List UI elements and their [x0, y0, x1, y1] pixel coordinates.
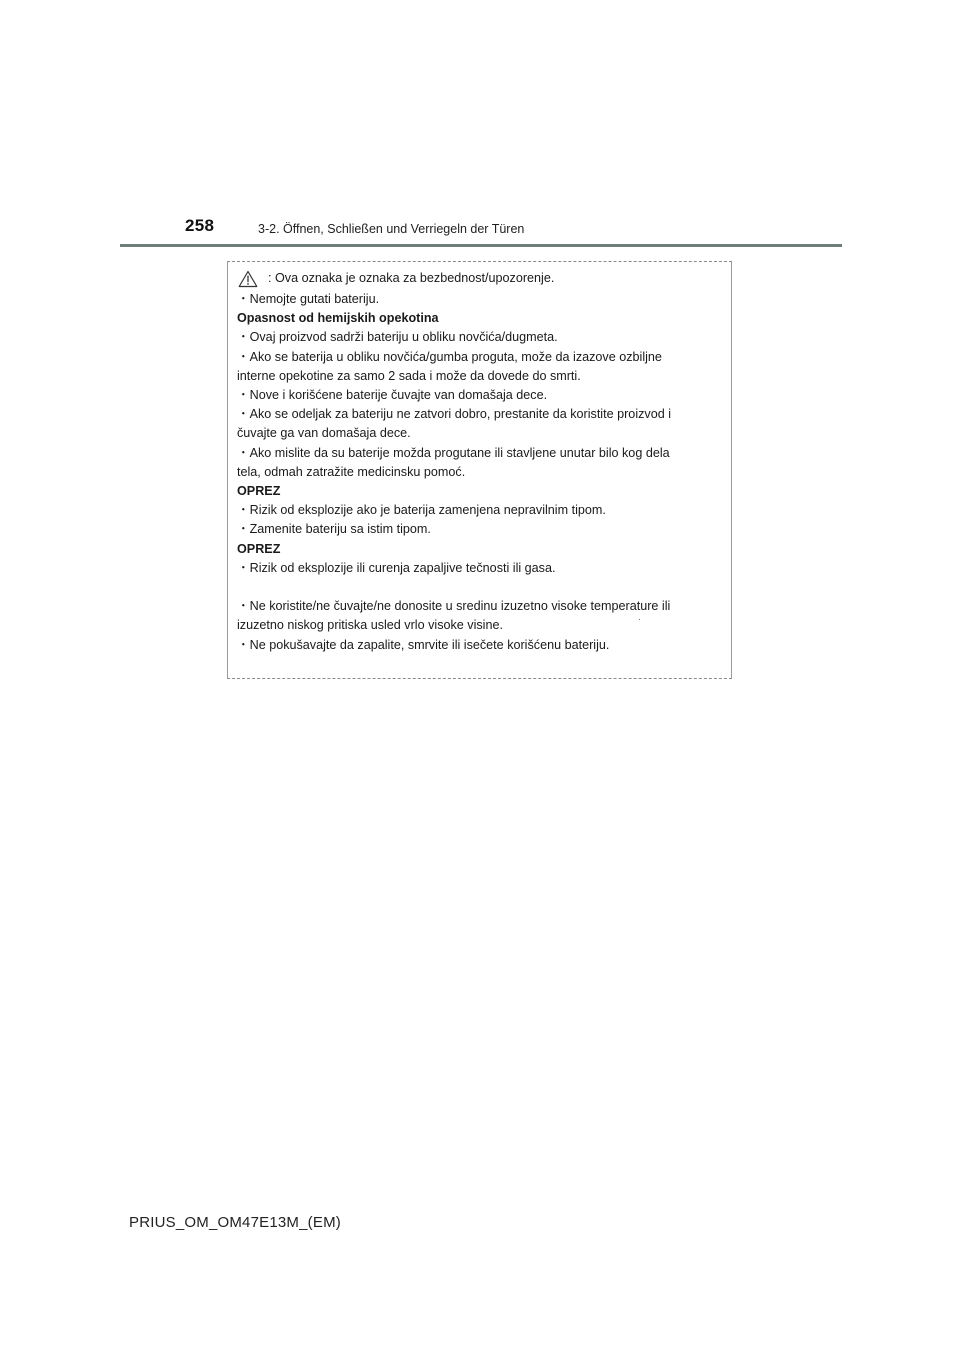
warning-box: [227, 261, 732, 679]
warning-line: ・Ako mislite da su baterije možda progutane ili stavljene unutar bilo kog dela: [237, 445, 670, 460]
warning-line: ・Ako se baterija u obliku novčića/gumba proguta, može da izazove ozbiljne: [237, 349, 662, 364]
warning-line: ・Ovaj proizvod sadrži bateriju u obliku novčića/dugmeta.: [237, 330, 558, 345]
warning-lines: [237, 290, 723, 655]
warning-intro-text: : Ova oznaka je oznaka za bezbednost/upozorenje.: [268, 271, 555, 286]
warning-line: ・Nemojte gutati bateriju.: [237, 292, 380, 306]
warning-line: čuvajte ga van domašaja dece.: [237, 426, 411, 441]
warning-line: interne opekotine za samo 2 sada i može da dovede do smrti.: [237, 368, 581, 383]
warning-heading: Opasnost od hemijskih opekotina: [237, 311, 439, 326]
warning-triangle-icon: [238, 270, 258, 288]
stray-mark: [639, 619, 640, 620]
warning-intro-row: [237, 268, 723, 290]
warning-spacer: [237, 578, 723, 597]
page-number: 258: [185, 216, 215, 235]
warning-line: ・Rizik od eksplozije ili curenja zapaljive tečnosti ili gasa.: [237, 560, 556, 575]
warning-heading: OPREZ: [237, 541, 281, 556]
warning-line: ・Nove i korišćene baterije čuvajte van domašaja dece.: [237, 388, 548, 403]
header-rule: [120, 244, 842, 247]
warning-line: ・Zamenite bateriju sa istim tipom.: [237, 522, 431, 537]
footer-document-code: PRIUS_OM_OM47E13M_(EM): [129, 1214, 341, 1231]
warning-line: ・Ne koristite/ne čuvajte/ne donosite u sredinu izuzetno visoke temperature ili: [237, 599, 671, 614]
warning-line: ・Ne pokušavajte da zapalite, smrvite ili isečete korišćenu bateriju.: [237, 637, 610, 652]
warning-line: ・Rizik od eksplozije ako je baterija zamenjena nepravilnim tipom.: [237, 503, 606, 518]
section-title: 3-2. Öffnen, Schließen und Verriegeln der Türen: [258, 222, 525, 236]
warning-line: tela, odmah zatražite medicinsku pomoć.: [237, 464, 466, 479]
warning-line: ・Ako se odeljak za bateriju ne zatvori dobro, prestanite da koristite proizvod i: [237, 407, 672, 422]
warning-line: izuzetno niskog pritiska usled vrlo visoke visine.: [237, 618, 503, 633]
warning-heading: OPREZ: [237, 484, 281, 499]
